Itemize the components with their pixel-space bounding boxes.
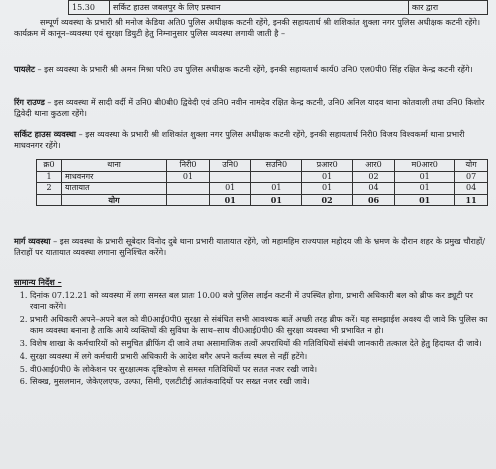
list-item: 2. प्रभारी अधिकारी अपने–अपने बल को वी0आई0पी0 सुरक्षा से संबंधित सभी आवश्यक बातें अच्छी तरह ब्रीफ करें। यह समझाईश अवश्य दी जावे कि पुलिस का काम व्यवस्था बनाना है ताकि आये व्यक्तियों की सुविधा के साथ–साथ वी0आई0पी0 की सुरक्षा व्यवस्था भी प्रभावित न हो। <box>30 314 490 336</box>
circuit-label: सर्किट हाउस व्यवस्था <box>14 129 77 139</box>
event-cell: सर्किट हाउस जबलपुर के लिए प्रस्थान <box>110 1 409 15</box>
pilot-label: पायलेट <box>14 64 35 74</box>
cell: 01 <box>210 194 251 206</box>
intro-paragraph: सम्पूर्ण व्यवस्था के प्रभारी श्री मनोज केडिया अति0 पुलिस अधीक्षक कटनी रहेंगे, इनकी सहायतार्थ श्री शशिकांत शुक्ला नगर पुलिस अधीक्षक कटनी रहेंगे। कार्यक्रम में कानून–व्यवस्था एवं सुरक्षा डियुटी हेतु निम्नानुसार पुलिस व्यवस्था लगायी जाती है – <box>14 17 481 39</box>
route-text: – इस व्यवस्था के प्रभारी सूबेदार विनोद दुबे थाना प्रभारी यातायात रहेंगे, जो महामहिम राज्यपाल महोदय जी के भ्रमण के दौरान शहर के प्रमुख चौराहों/तिराहों पर यातायात व्यवस्था लगाना सुनिश्चित करेंगे। <box>14 236 485 258</box>
table-row <box>37 183 488 195</box>
list-item: 6. सिक्ख, मुसलमान, जेकेएलएफ, उल्फा, सिमी, एलटीटीई आतंकवादियों पर सख्त नजर रखी जावे। <box>30 376 490 387</box>
circuit-house-paragraph <box>14 129 490 151</box>
col-header: योग <box>455 160 488 172</box>
circuit-text: – इस व्यवस्था के प्रभारी श्री शशिकांत शुक्ला नगर पुलिस अधीक्षक कटनी रहेंगे, इनकी सहायतार्थ निरी0 विजय विश्वकर्मा थाना प्रभारी माधवनगर रहेंगे। <box>14 129 465 151</box>
pilot-text: – इस व्यवस्था के प्रभारी श्री अमन मिश्रा परि0 उप पुलिस अधीक्षक कटनी रहेंगे, इनकी सहायतार्थ कार्य0 उनि0 एल0पी0 सिंह रक्षित केन्द्र कटनी रहेंगे। <box>34 64 473 74</box>
col-header: म0आर0 <box>395 160 455 172</box>
col-header: थाना <box>62 160 167 172</box>
cell: 02 <box>302 194 352 206</box>
col-header: क्र0 <box>37 160 62 172</box>
cell: माधवनगर <box>62 171 167 183</box>
cell <box>37 194 62 206</box>
route-label: मार्ग व्यवस्था <box>14 236 51 246</box>
cell: 02 <box>352 171 394 183</box>
time-cell: 15.30 <box>69 1 110 15</box>
vehicle-cell: कार द्वारा <box>409 1 488 15</box>
cell: 01 <box>251 194 302 206</box>
cell: 01 <box>395 183 455 195</box>
col-header: आर0 <box>352 160 394 172</box>
cell: 01 <box>167 171 210 183</box>
instructions-list <box>14 290 490 389</box>
cell: 01 <box>302 183 352 195</box>
list-item: 4. सुरक्षा व्यवस्था में लगे कर्मचारी प्रभारी अधिकारी के आदेश बगैर अपने कर्तव्य स्थल से नहीं हटेंगे। <box>30 351 490 362</box>
list-item: 5. वी0आई0पी0 के लोकेशन पर सुरक्षात्मक दृष्टिकोण से समस्त गतिविधियों पर सतत नजर रखी जावे। <box>30 364 490 375</box>
cell: 2 <box>37 183 62 195</box>
cell: 07 <box>455 171 488 183</box>
col-header: निरी0 <box>167 160 210 172</box>
ring-text: – इस व्यवस्था में सादी वर्दी में उनि0 बी0बी0 द्विवेदी एवं उनि0 नवीन नामदेव रक्षित केन्द्र कटनी, उनि0 अनिल यादव थाना कोतवाली तथा उनि0 किशोर द्विवेदी थाना कुठला रहेंगे। <box>14 97 485 119</box>
list-item: 1. दिनांक 07.12.21 को व्यवस्था में लगा समस्त बल प्रातः 10.00 बजे पुलिस लाईन कटनी में उपस्थित होगा, प्रभारी अधिकारी बल को ब्रीफ कर ड्यूटी पर रवाना करेंगे। <box>30 290 490 312</box>
pilot-paragraph <box>14 64 490 75</box>
cell: 01 <box>302 171 352 183</box>
table-total-row <box>37 194 488 206</box>
ring-label: रिंग राउण्ड <box>14 97 45 107</box>
cell: 06 <box>352 194 394 206</box>
table-row <box>69 1 488 15</box>
cell: यातायात <box>62 183 167 195</box>
cell <box>167 194 210 206</box>
col-header: उनि0 <box>210 160 251 172</box>
cell: 01 <box>251 183 302 195</box>
cell: 04 <box>455 183 488 195</box>
cell: 04 <box>352 183 394 195</box>
cell: 01 <box>395 171 455 183</box>
schedule-table-fragment <box>68 0 488 15</box>
table-header-row <box>37 160 488 172</box>
cell: योग <box>62 194 167 206</box>
col-header: प्रआर0 <box>302 160 352 172</box>
cell <box>251 171 302 183</box>
list-item: 3. विशेष शाखा के कर्मचारियों को समुचित ब्रीफिंग दी जावे तथा असामाजिक तत्वों अपराधियों की गतिविधियों संबंधी जानकारी तत्काल देते हेतु हिदायत दी जावे। <box>30 338 490 349</box>
route-paragraph <box>14 236 490 258</box>
general-instructions-heading: सामान्य निर्देश – <box>14 277 62 287</box>
ring-round-paragraph <box>14 97 490 119</box>
force-allocation-table <box>36 159 488 206</box>
cell <box>210 171 251 183</box>
table-row <box>37 171 488 183</box>
cell: 11 <box>455 194 488 206</box>
cell: 01 <box>210 183 251 195</box>
cell: 01 <box>395 194 455 206</box>
col-header: सउनि0 <box>251 160 302 172</box>
cell <box>167 183 210 195</box>
cell: 1 <box>37 171 62 183</box>
